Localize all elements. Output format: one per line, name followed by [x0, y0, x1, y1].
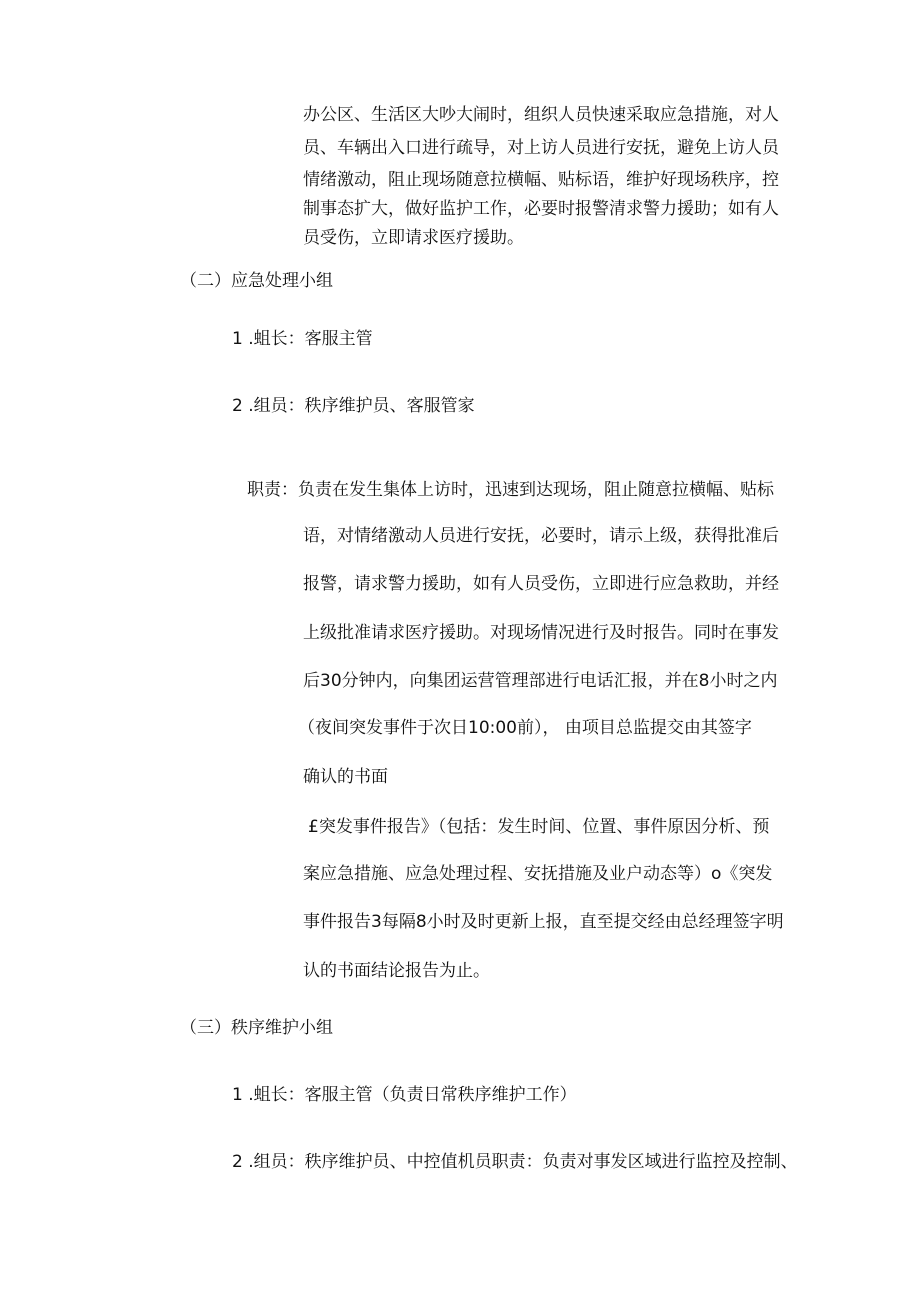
duty-line-11: 认的书面结论报告为止。: [303, 961, 490, 981]
duty-line-3: 报警，请求警力援助，如有人员受伤，立即进行应急救助，并经: [303, 574, 779, 594]
duty-line-6: （夜间突发事件于次日10:00前）， 由项目总监提交由其签字: [298, 718, 752, 738]
duty-line-9: 案应急措施、应急处理过程、安抚措施及业户动态等）o《突发: [303, 864, 773, 884]
duty-line-4: 上级批准请求医疗援助。对现场情况进行及时报告。同时在事发: [303, 623, 779, 643]
intro-line-4: 制事态扩大，做好监护工作，必要时报警清求警力援助；如有人: [303, 199, 779, 219]
intro-line-5: 员受伤，立即请求医疗援助。: [303, 228, 524, 248]
section3-members: 2 .组员：秩序维护员、中控值机员职责：负责对事发区域进行监控及控制、: [232, 1152, 798, 1172]
section3-heading: （三）秩序维护小组: [180, 1018, 333, 1038]
intro-line-2: 员、车辆出入口进行疏导，对上访人员进行安抚，避免上访人员: [303, 138, 779, 158]
duty-line-1: 职责：负责在发生集体上访时，迅速到达现场，阻止随意拉横幅、贴标: [247, 480, 774, 500]
section2-heading: （二）应急处理小组: [180, 271, 333, 291]
section3-leader: 1 .蛆长：客服主管（负责日常秩序维护工作）: [232, 1085, 577, 1105]
duty-line-8: £突发事件报告》（包括：发生时间、位置、事件原因分析、预: [308, 817, 770, 837]
duty-line-5: 后30分钟内，向集团运营管理部进行电话汇报，并在8小时之内: [303, 671, 778, 691]
section2-leader: 1 .蛆长：客服主管: [232, 329, 373, 349]
duty-line-7: 确认的书面: [303, 767, 388, 787]
duty-line-10: 事件报告3每隔8小时及时更新上报，直至提交经由总经理签字明: [303, 912, 784, 932]
duty-line-2: 语，对情绪激动人员进行安抚，必要时，请示上级，获得批准后: [303, 526, 779, 546]
section2-members: 2 .组员：秩序维护员、客服管家: [232, 396, 475, 416]
intro-line-3: 情绪激动，阻止现场随意拉横幅、贴标语，维护好现场秩序，控: [303, 170, 779, 190]
intro-line-1: 办公区、生活区大吵大闹时，组织人员快速采取应急措施，对人: [303, 105, 779, 125]
